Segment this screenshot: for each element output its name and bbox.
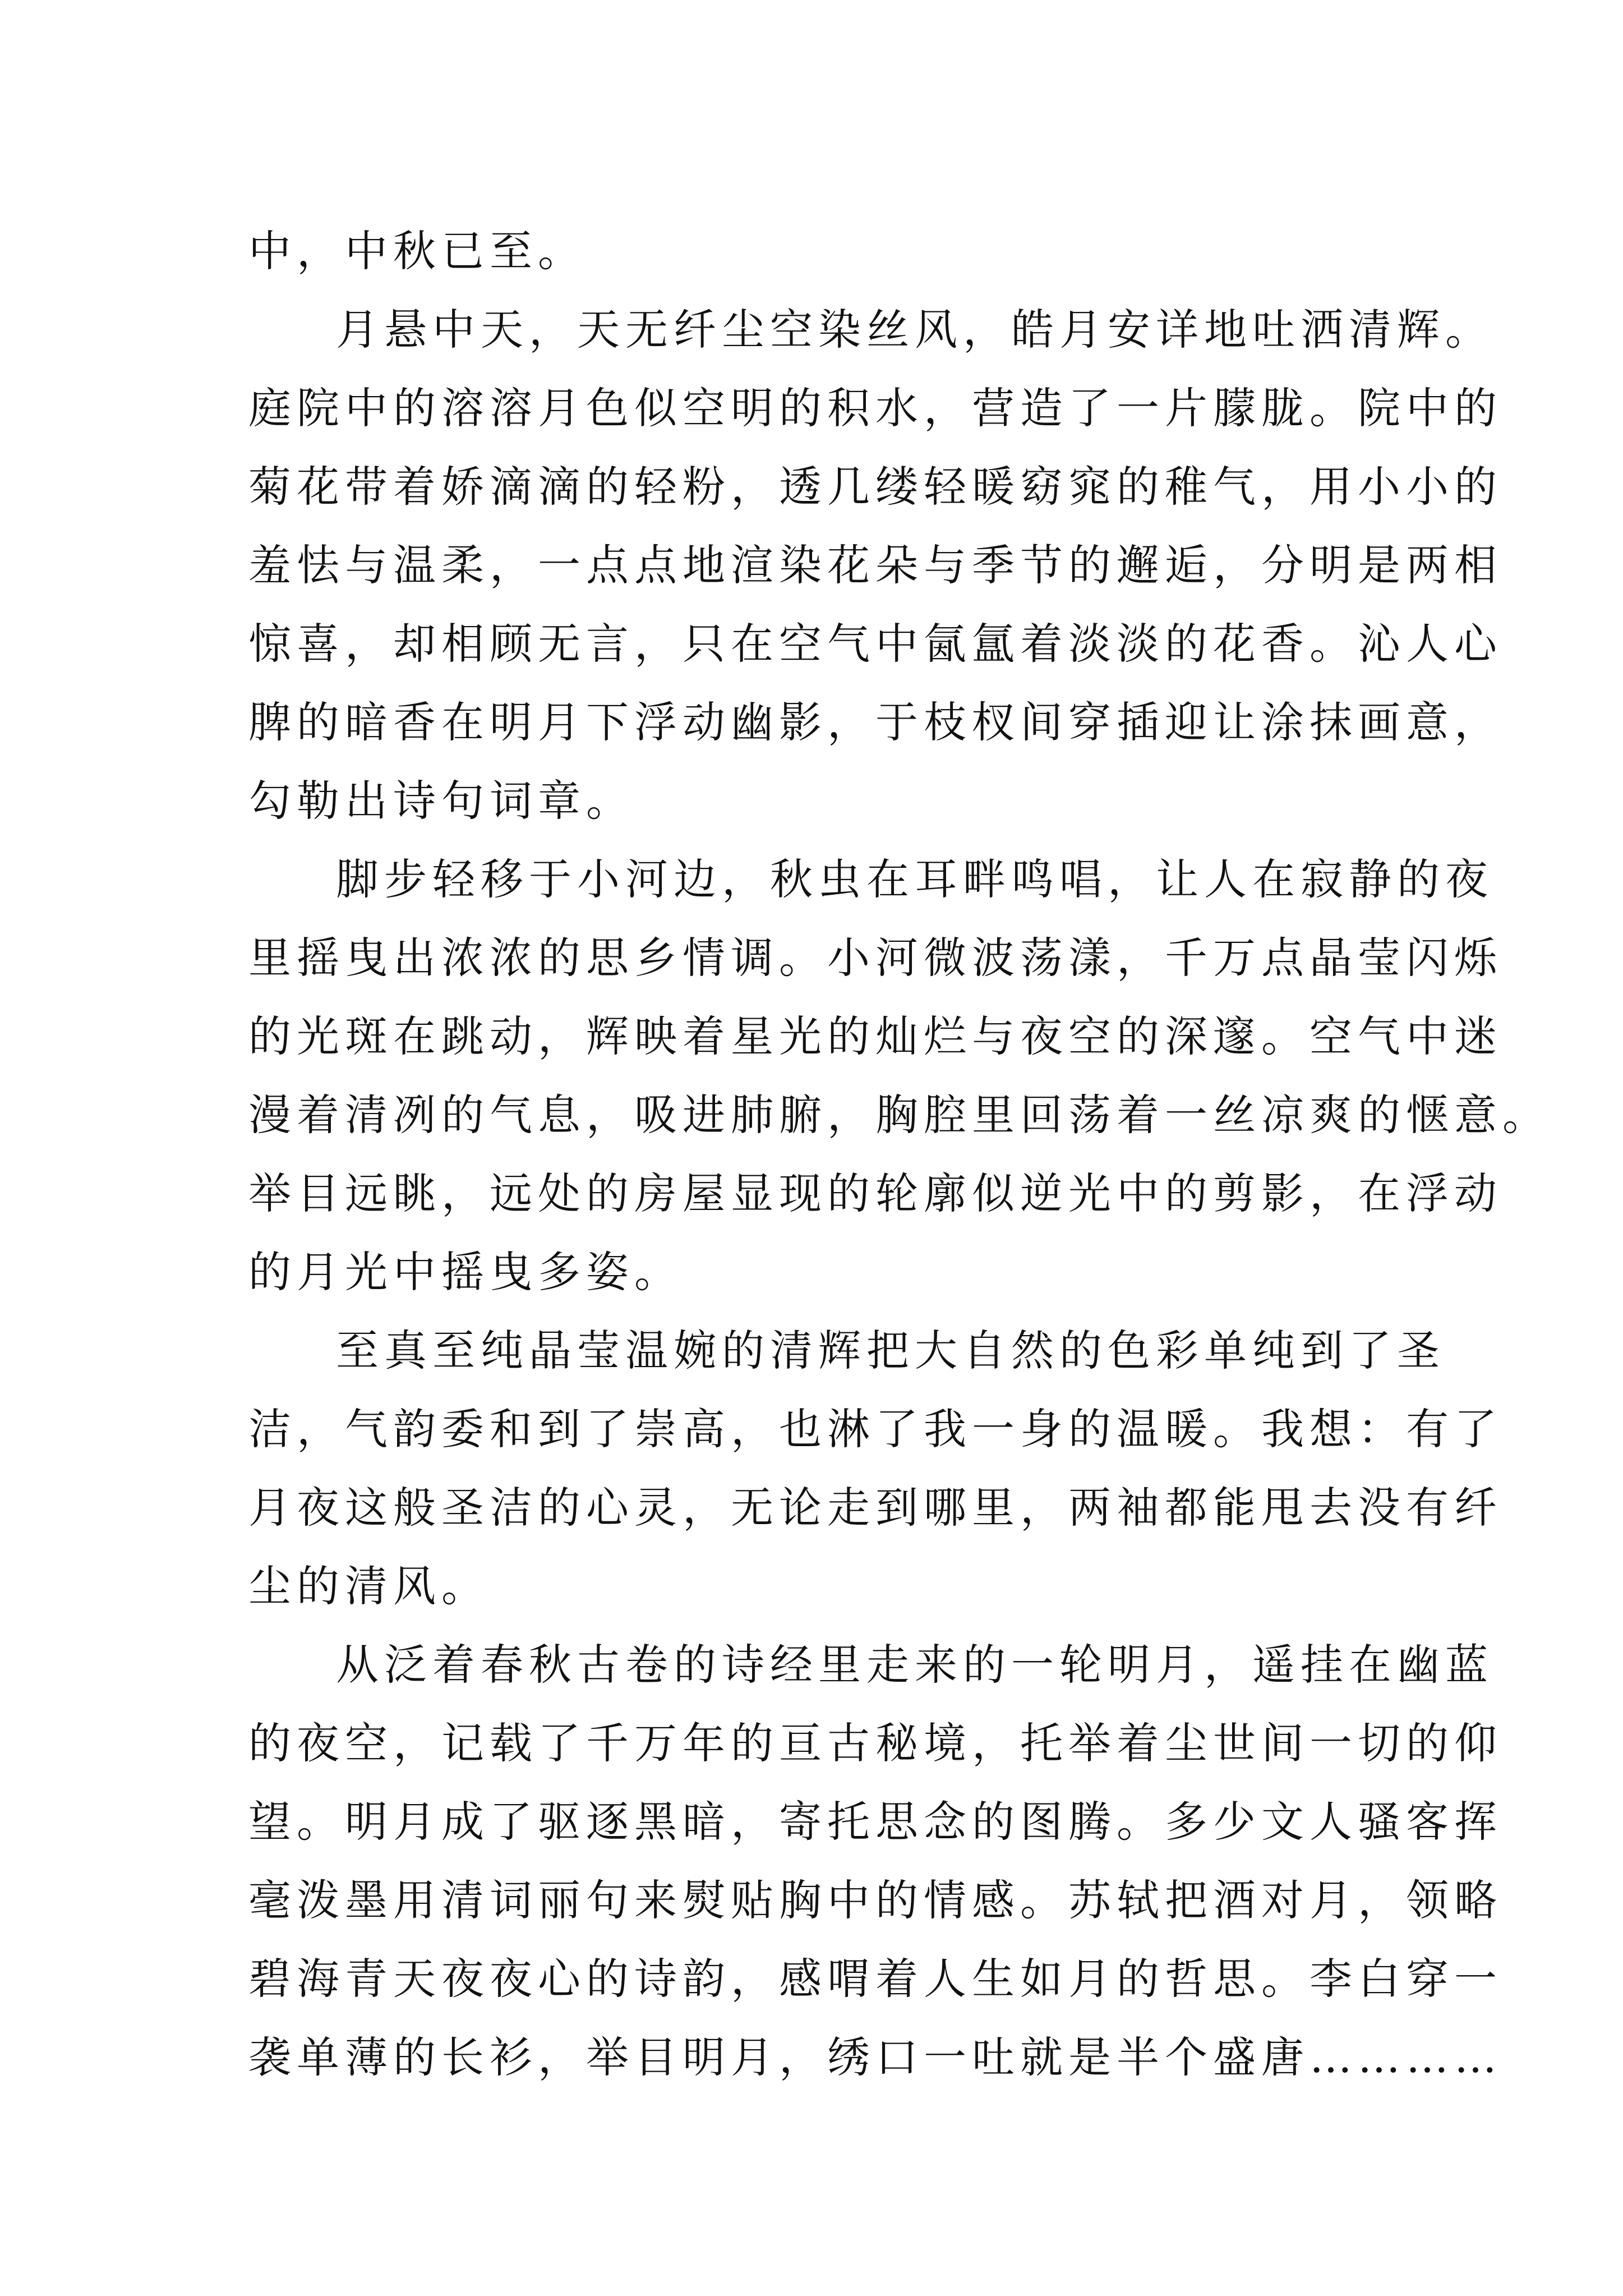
text-line: 月夜这般圣洁的心灵，无论走到哪里，两袖都能甩去没有纤 (248, 1483, 1502, 1533)
paragraph-start-line: 至真至纯晶莹温婉的清辉把大自然的色彩单纯到了圣 (336, 1326, 1445, 1375)
text-line: 望。明月成了驱逐黑暗，寄托思念的图腾。多少文人骚客挥 (248, 1797, 1502, 1847)
text-line: 里摇曳出浓浓的思乡情调。小河微波荡漾，千万点晶莹闪烁 (248, 933, 1502, 983)
text-line: 的夜空，记载了千万年的亘古秘境，托举着尘世间一切的仰 (248, 1718, 1502, 1768)
text-line: 碧海青天夜夜心的诗韵，感喟着人生如月的哲思。李白穿一 (248, 1954, 1502, 2004)
text-line: 洁，气韵委和到了崇高，也淋了我一身的温暖。我想：有了 (248, 1404, 1502, 1454)
text-line: 的月光中摇曳多姿。 (248, 1247, 683, 1297)
body-text (248, 212, 1551, 2097)
text-line: 庭院中的溶溶月色似空明的积水，营造了一片朦胧。院中的 (248, 383, 1502, 433)
text-line: 惊喜，却相顾无言，只在空气中氤氲着淡淡的花香。沁人心 (248, 619, 1502, 669)
text-line: 中，中秋已至。 (248, 226, 586, 276)
paragraph-start-line: 从泛着春秋古卷的诗经里走来的一轮明月，遥挂在幽蓝 (336, 1640, 1493, 1690)
text-line: 毫泼墨用清词丽句来熨贴胸中的情感。苏轼把酒对月，领略 (248, 1875, 1502, 1925)
paragraph-start-line: 月悬中天，天无纤尘空染丝风，皓月安详地吐洒清辉。 (336, 305, 1493, 355)
text-line: 勾勒出诗句词章。 (248, 776, 634, 826)
text-line: 袭单薄的长衫，举目明月，绣口一吐就是半个盛唐………… (248, 2032, 1502, 2082)
text-line: 的光斑在跳动，辉映着星光的灿烂与夜空的深邃。空气中迷 (248, 1011, 1502, 1061)
text-line: 菊花带着娇滴滴的轻粉，透几缕轻暖窈窕的稚气，用小小的 (248, 462, 1502, 512)
text-line: 羞怯与温柔，一点点地渲染花朵与季节的邂逅，分明是两相 (248, 540, 1502, 590)
paragraph-start-line: 脚步轻移于小河边，秋虫在耳畔鸣唱，让人在寂静的夜 (336, 854, 1493, 904)
text-line: 漫着清冽的气息，吸进肺腑，胸腔里回荡着一丝凉爽的惬意。 (248, 1090, 1551, 1140)
text-line: 尘的清风。 (248, 1561, 490, 1611)
text-line: 脾的暗香在明月下浮动幽影，于枝杈间穿插迎让涂抹画意， (248, 697, 1502, 747)
text-line: 举目远眺，远处的房屋显现的轮廓似逆光中的剪影，在浮动 (248, 1168, 1502, 1218)
